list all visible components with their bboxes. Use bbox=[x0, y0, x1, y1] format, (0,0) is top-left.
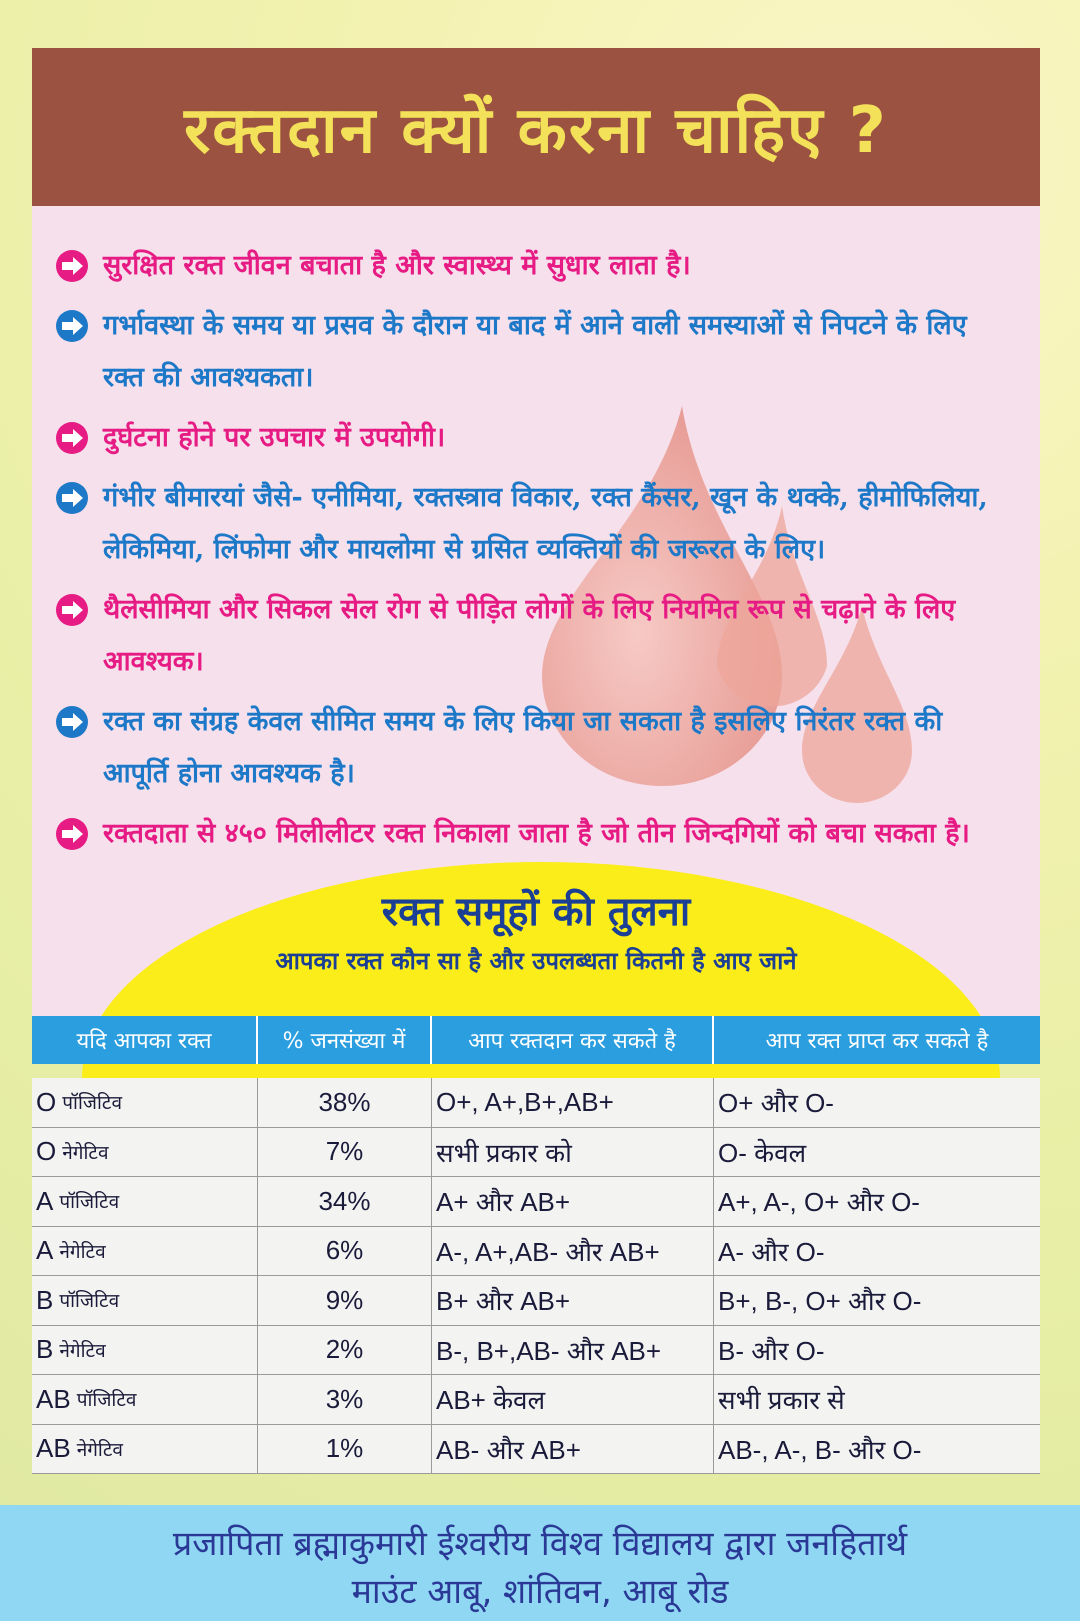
reason-item bbox=[55, 412, 1015, 464]
arrow-right-icon bbox=[55, 421, 89, 455]
blood-group-table bbox=[32, 1078, 1040, 1474]
rh-type: पॉजिटिव bbox=[59, 1291, 120, 1313]
table-row bbox=[32, 1128, 1040, 1178]
can-donate-to: AB- और AB+ bbox=[432, 1425, 714, 1474]
reason-text: गंभीर बीमारयां जैसे- एनीमिया, रक्तस्त्राव विकार, रक्त कैंसर, खून के थक्के, हीमोफिलिया, लेकिमिया, लिंफोमा और मायलोमा से ग्रसित व्यक्तियों की जरूरत के लिए। bbox=[103, 482, 988, 565]
blood-group: A bbox=[36, 1235, 54, 1266]
can-donate-to: O+, A+,B+,AB+ bbox=[432, 1078, 714, 1127]
population-percent: 1% bbox=[258, 1425, 432, 1474]
reasons-list bbox=[55, 240, 1015, 868]
rh-type: नेगेटिव bbox=[59, 1241, 106, 1263]
can-donate-to: A-, A+,AB- और AB+ bbox=[432, 1227, 714, 1276]
column-header: यदि आपका रक्त bbox=[32, 1016, 258, 1064]
rh-type: नेगेटिव bbox=[62, 1142, 109, 1164]
table-row bbox=[32, 1177, 1040, 1227]
reason-text: रक्तदाता से ४५० मिलीलीटर रक्त निकाला जाता है जो तीन जिन्दगियों को बचा सकता है। bbox=[103, 818, 970, 849]
can-receive-from: B- और O- bbox=[718, 1335, 825, 1366]
blood-group: O bbox=[36, 1136, 57, 1167]
reason-item bbox=[55, 240, 1015, 292]
blood-group: A bbox=[36, 1185, 54, 1216]
section-title: रक्त समूहों की तुलना bbox=[381, 889, 691, 935]
section-subtitle: आपका रक्त कौन सा है और उपलब्धता कितनी है आए जाने bbox=[275, 947, 797, 975]
arrow-right-icon bbox=[55, 705, 89, 739]
population-percent: 6% bbox=[258, 1227, 432, 1276]
can-receive-from: सभी प्रकार से bbox=[718, 1385, 845, 1416]
reason-text: गर्भावस्था के समय या प्रसव के दौरान या बाद में आने वाली समस्याओं से निपटने के लिए रक्त की आवश्यकता। bbox=[103, 310, 967, 393]
reason-item bbox=[55, 584, 1015, 688]
footer-location: माउंट आबू, शांतिवन, आबू रोड bbox=[351, 1572, 729, 1612]
page-title: रक्तदान क्यों करना चाहिए ? bbox=[184, 93, 888, 168]
table-row bbox=[32, 1276, 1040, 1326]
reason-text: रक्त का संग्रह केवल सीमित समय के लिए किया जा सकता है इसलिए निरंतर रक्त की आपूर्ति होना आवश्यक है। bbox=[103, 706, 943, 789]
reason-item bbox=[55, 472, 1015, 576]
reason-item bbox=[55, 300, 1015, 404]
table-header bbox=[32, 1016, 1040, 1064]
blood-group-cell bbox=[32, 1128, 258, 1177]
reason-text: दुर्घटना होने पर उपचार में उपयोगी। bbox=[103, 422, 446, 453]
can-receive-from: AB-, A-, B- और O- bbox=[718, 1434, 922, 1465]
rh-type: पॉजिटिव bbox=[59, 1192, 120, 1214]
population-percent: 7% bbox=[258, 1128, 432, 1177]
poster-header bbox=[32, 48, 1040, 206]
population-percent: 9% bbox=[258, 1276, 432, 1325]
arrow-right-icon bbox=[55, 481, 89, 515]
arrow-right-icon bbox=[55, 309, 89, 343]
blood-group: AB bbox=[36, 1383, 71, 1414]
arrow-right-icon bbox=[55, 817, 89, 851]
can-receive-from: B+, B-, O+ और O- bbox=[718, 1286, 922, 1317]
can-receive-from: A+, A-, O+ और O- bbox=[718, 1187, 920, 1218]
arrow-right-icon bbox=[55, 593, 89, 627]
footer-organization: प्रजापिता ब्रह्माकुमारी ईश्वरीय विश्व विद्यालय द्वारा जनहितार्थ bbox=[172, 1524, 908, 1564]
rh-type: नेगेटिव bbox=[76, 1439, 123, 1461]
table-row bbox=[32, 1425, 1040, 1475]
blood-group-cell bbox=[32, 1375, 258, 1424]
rh-type: पॉजिटिव bbox=[62, 1093, 123, 1115]
blood-group-cell bbox=[32, 1078, 258, 1127]
reason-item bbox=[55, 808, 1015, 860]
blood-group: B bbox=[36, 1284, 54, 1315]
table-row bbox=[32, 1326, 1040, 1376]
reason-text: थैलेसीमिया और सिकल सेल रोग से पीड़ित लोगों के लिए नियमित रूप से चढ़ाने के लिए आवश्यक। bbox=[103, 594, 956, 677]
can-receive-from: O+ और O- bbox=[718, 1088, 834, 1119]
can-donate-to: B-, B+,AB- और AB+ bbox=[432, 1326, 714, 1375]
population-percent: 2% bbox=[258, 1326, 432, 1375]
blood-group-cell bbox=[32, 1326, 258, 1375]
can-donate-to: AB+ केवल bbox=[432, 1375, 714, 1424]
population-percent: 34% bbox=[258, 1177, 432, 1226]
column-header: % जनसंख्या में bbox=[258, 1016, 432, 1064]
blood-group: B bbox=[36, 1334, 54, 1365]
can-donate-to: सभी प्रकार को bbox=[432, 1128, 714, 1177]
blood-group: O bbox=[36, 1086, 57, 1117]
reason-text: सुरक्षित रक्त जीवन बचाता है और स्वास्थ्य में सुधार लाता है। bbox=[103, 250, 691, 281]
column-header: आप रक्तदान कर सकते है bbox=[432, 1016, 714, 1064]
reason-item bbox=[55, 696, 1015, 800]
can-receive-from: A- और O- bbox=[718, 1236, 825, 1267]
arrow-right-icon bbox=[55, 249, 89, 283]
blood-group-cell bbox=[32, 1227, 258, 1276]
blood-group-cell bbox=[32, 1177, 258, 1226]
population-percent: 3% bbox=[258, 1375, 432, 1424]
rh-type: पॉजिटिव bbox=[76, 1390, 137, 1412]
blood-group-cell bbox=[32, 1276, 258, 1325]
population-percent: 38% bbox=[258, 1078, 432, 1127]
can-donate-to: A+ और AB+ bbox=[432, 1177, 714, 1226]
blood-group-cell bbox=[32, 1425, 258, 1474]
table-row bbox=[32, 1078, 1040, 1128]
blood-group: AB bbox=[36, 1433, 71, 1464]
rh-type: नेगेटिव bbox=[59, 1340, 106, 1362]
can-receive-from: O- केवल bbox=[718, 1137, 807, 1168]
can-donate-to: B+ और AB+ bbox=[432, 1276, 714, 1325]
column-header: आप रक्त प्राप्त कर सकते है bbox=[765, 1029, 989, 1054]
table-row bbox=[32, 1227, 1040, 1277]
table-row bbox=[32, 1375, 1040, 1425]
footer bbox=[0, 1505, 1080, 1621]
